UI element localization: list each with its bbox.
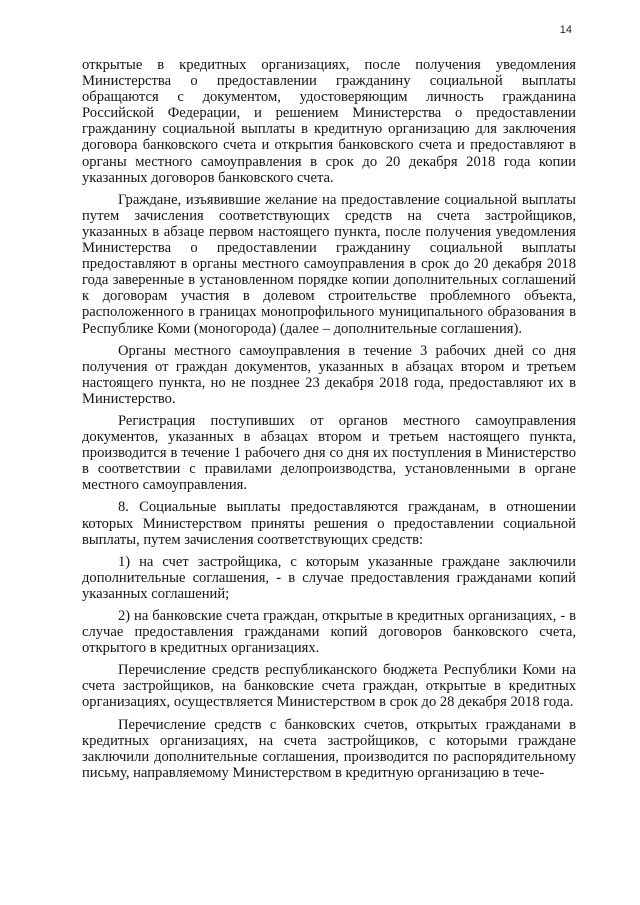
paragraph-item-8: 8. Социальные выплаты предоставляются гражданам, в отношении которых Министерством приняты решения о предоставлении социальной выплаты, путем зачисления соответствующих средств: xyxy=(82,499,576,548)
paragraph-registration: Регистрация поступивших от органов местного самоуправления документов, указанных в абзацах втором и третьем настоящего пункта, производится в течение 1 рабочего дня со дня их поступления в Министерство в соответствии с правилами делопроизводства, установленными в органе местного самоуправления. xyxy=(82,412,576,494)
paragraph-bank-transfer: Перечисление средств с банковских счетов, открытых гражданами в кредитных организациях, на счета застройщиков, с которыми граждане заключили дополнительные соглашения, производится по распорядительному письму, направляемому Министерством в кредитную организацию в тече- xyxy=(82,716,576,781)
paragraph-subitem-1: 1) на счет застройщика, с которым указанные граждане заключили дополнительные соглашения, - в случае предоставления гражданами копий указанных соглашений; xyxy=(82,553,576,602)
paragraph-subitem-2: 2) на банковские счета граждан, открытые в кредитных организациях, - в случае предоставления гражданами копий договоров банковского счета, открытого в кредитных организациях. xyxy=(82,608,576,657)
paragraph-local-authorities: Органы местного самоуправления в течение 3 рабочих дней со дня получения от граждан документов, указанных в абзацах втором и третьем настоящего пункта, но не позднее 23 декабря 2018 года, предоставляют их в Министерство. xyxy=(82,342,576,407)
paragraph-continuation: открытые в кредитных организациях, после получения уведомления Министерства о предоставлении гражданину социальной выплаты обращаются с документом, удостоверяющим личность гражданина Российской Федерации, и решением Министерства о предоставлении гражданину социальной выплаты в кредитную организацию для заключения договора банковского счета и открытия банковского счета и предоставляют в органы местного самоуправления в срок до 20 декабря 2018 года копии указанных договоров банковского счета. xyxy=(82,57,576,186)
paragraph-budget-transfer: Перечисление средств республиканского бюджета Республики Коми на счета застройщиков, на банковские счета граждан, открытые в кредитных организациях, осуществляется Министерством в срок до 28 декабря 2018 года. xyxy=(82,662,576,711)
paragraph-developer-accounts: Граждане, изъявившие желание на предоставление социальной выплаты путем зачисления соответствующих средств на счета застройщиков, указанных в абзаце первом настоящего пункта, после получения уведомления Министерства о предоставлении гражданину социальной выплаты предоставляют в органы местного самоуправления в срок до 20 декабря 2018 года заверенные в установленном порядке копии дополнительных соглашений к договорам участия в долевом строительстве проблемного объекта, расположенного в границах монопрофильного муниципального образования в Республике Коми (моногорода) (далее – дополнительные соглашения). xyxy=(82,191,576,337)
page-number: 14 xyxy=(559,24,572,36)
document-body xyxy=(82,57,576,787)
